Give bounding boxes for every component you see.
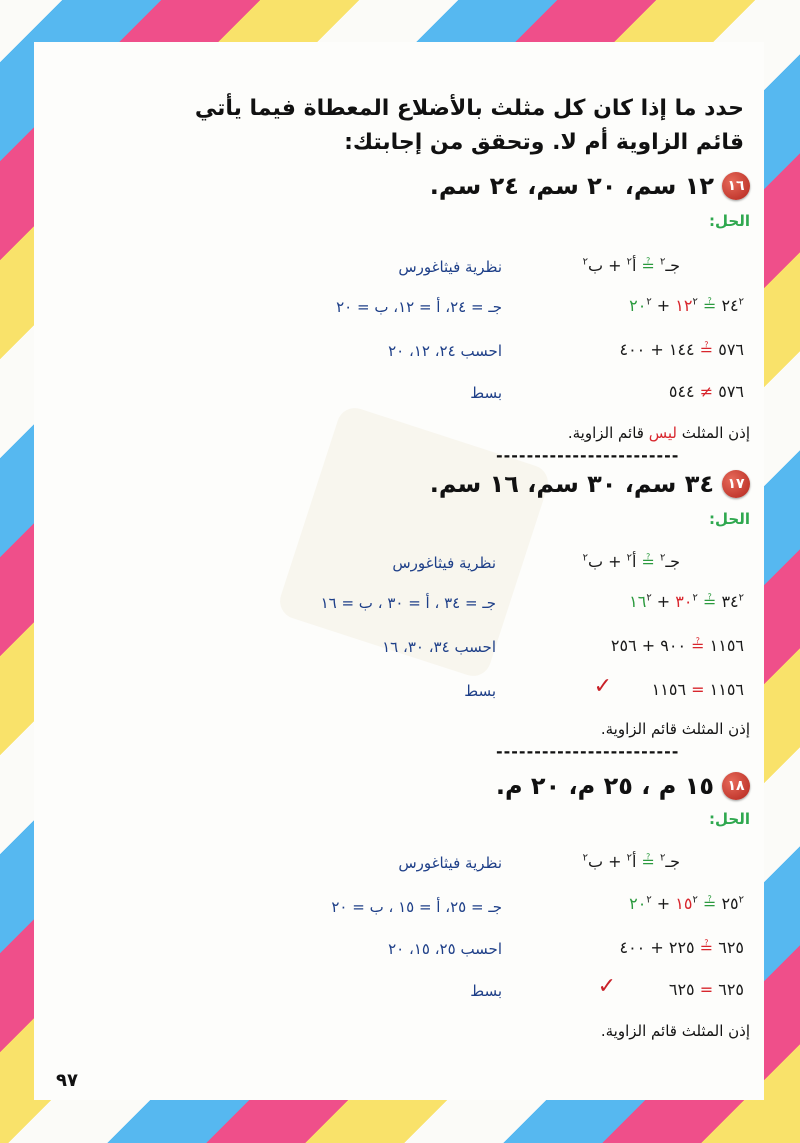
check-mark-icon: ✓ bbox=[597, 974, 616, 999]
note-simplify: بسط bbox=[464, 682, 496, 700]
conclusion-16: إذن المثلث ليس قائم الزاوية. bbox=[567, 424, 750, 442]
page-number: ٩٧ bbox=[56, 1070, 78, 1091]
formula-line: جـ$^٢$ ≟ أ$^٢$ + ب$^٢$ bbox=[582, 852, 680, 871]
note-substitute: جـ = ٣٤ ، أ = ٣٠ ، ب = ١٦ bbox=[320, 594, 496, 612]
solution-label: الحل: bbox=[709, 212, 750, 230]
separator-line: ------------------------ bbox=[496, 446, 680, 465]
check-mark-icon: ✓ bbox=[593, 674, 612, 699]
step-simplify: ١١٥٦ = ١١٥٦ bbox=[651, 680, 744, 699]
step-simplify: ٦٢٥ = ٦٢٥ bbox=[668, 980, 744, 999]
note-calculate: احسب ٣٤، ٣٠، ١٦ bbox=[382, 638, 496, 656]
conclusion-18: إذن المثلث قائم الزاوية. bbox=[600, 1022, 750, 1040]
problem-sides: ١٢ سم، ٢٠ سم، ٢٤ سم. bbox=[429, 172, 714, 200]
step-calculate: ٦٢٥ ≟ ٢٢٥ + ٤٠٠ bbox=[619, 938, 744, 957]
step-substitute: $٢٤^٢$ ≟ $١٢^٢$ + $٢٠^٢$ bbox=[629, 296, 744, 315]
note-calculate: احسب ٢٤، ١٢، ٢٠ bbox=[388, 342, 502, 360]
note-simplify: بسط bbox=[470, 384, 502, 402]
problem-number-badge: ١٦ bbox=[722, 172, 750, 200]
instruction-line-2: قائم الزاوية أم لا. وتحقق من إجابتك: bbox=[344, 130, 744, 155]
problem-number-badge: ١٧ bbox=[722, 470, 750, 498]
formula-line: جـ$^٢$ ≟ أ$^٢$ + ب$^٢$ bbox=[582, 256, 680, 275]
note-theorem: نظرية فيثاغورس bbox=[392, 554, 496, 572]
formula-line: جـ$^٢$ ≟ أ$^٢$ + ب$^٢$ bbox=[582, 552, 680, 571]
problem-number-badge: ١٨ bbox=[722, 772, 750, 800]
note-calculate: احسب ٢٥، ١٥، ٢٠ bbox=[388, 940, 502, 958]
step-substitute: $٢٥^٢$ ≟ $١٥^٢$ + $٢٠^٢$ bbox=[629, 894, 744, 913]
problem-sides: ١٥ م ، ٢٥ م، ٢٠ م. bbox=[495, 772, 714, 800]
note-simplify: بسط bbox=[470, 982, 502, 1000]
problem-16-heading bbox=[430, 172, 750, 200]
step-simplify: ٥٧٦ ≠ ٥٤٤ bbox=[668, 382, 744, 401]
separator-line: ------------------------ bbox=[496, 742, 680, 761]
step-calculate: ١١٥٦ ≟ ٩٠٠ + ٢٥٦ bbox=[610, 636, 744, 655]
note-substitute: جـ = ٢٤، أ = ١٢، ب = ٢٠ bbox=[336, 298, 502, 316]
step-calculate: ٥٧٦ ≟ ١٤٤ + ٤٠٠ bbox=[619, 340, 744, 359]
problem-sides: ٣٤ سم، ٣٠ سم، ١٦ سم. bbox=[429, 470, 714, 498]
problem-17-heading bbox=[430, 470, 750, 498]
problem-18-heading bbox=[496, 772, 750, 800]
solution-label: الحل: bbox=[709, 810, 750, 828]
conclusion-17: إذن المثلث قائم الزاوية. bbox=[600, 720, 750, 738]
step-substitute: $٣٤^٢$ ≟ $٣٠^٢$ + $١٦^٢$ bbox=[629, 592, 744, 611]
note-substitute: جـ = ٢٥، أ = ١٥ ، ب = ٢٠ bbox=[331, 898, 502, 916]
note-theorem: نظرية فيثاغورس bbox=[398, 258, 502, 276]
solution-label: الحل: bbox=[709, 510, 750, 528]
instruction-line-1: حدد ما إذا كان كل مثلث بالأضلاع المعطاة فيما يأتي bbox=[194, 96, 744, 121]
note-theorem: نظرية فيثاغورس bbox=[398, 854, 502, 872]
